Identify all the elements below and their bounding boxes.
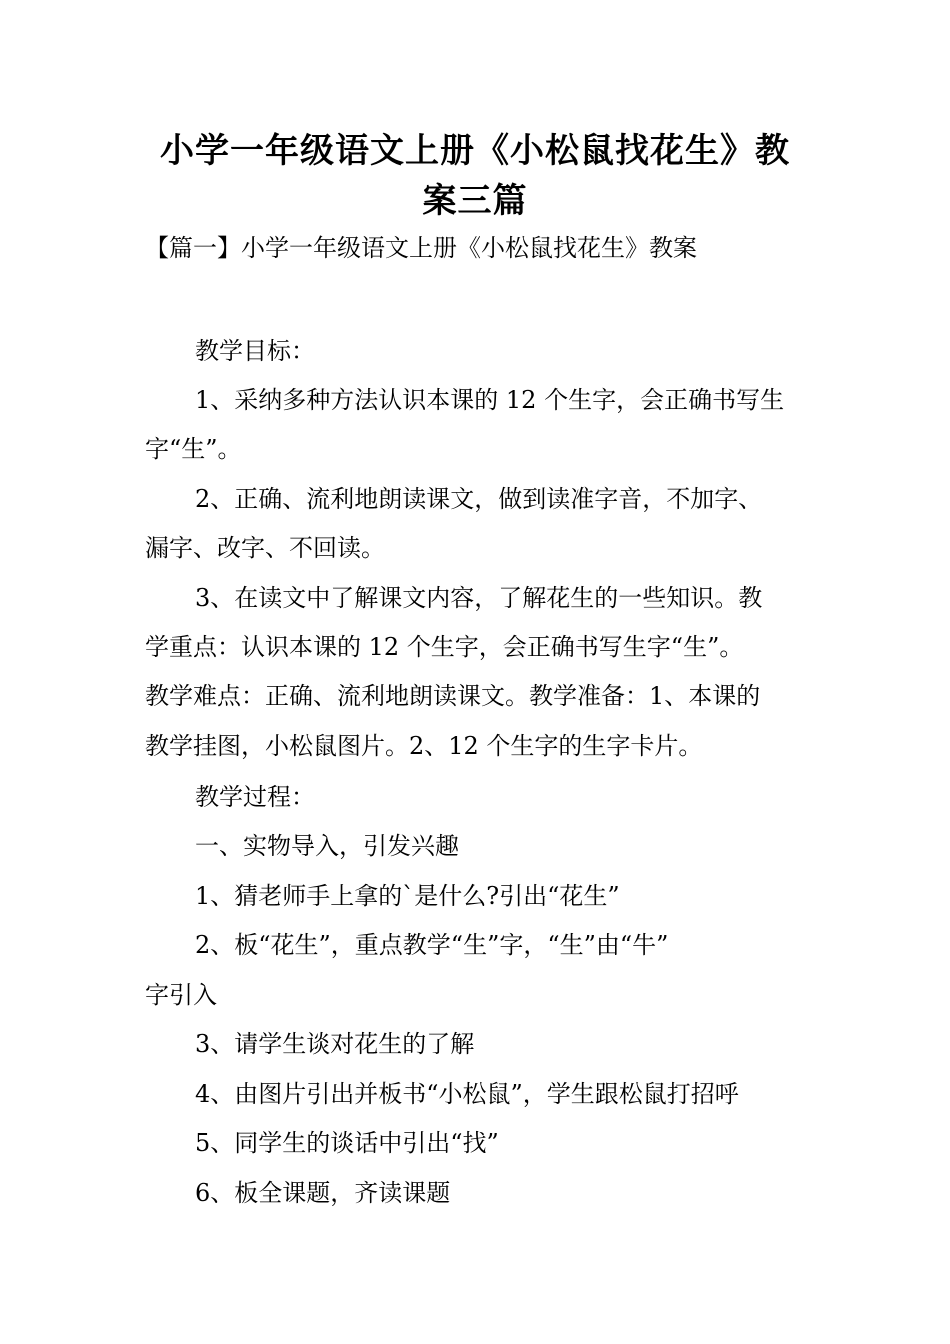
paragraph-line: 教学挂图，小松鼠图片。2、12 个生字的生字卡片。 — [145, 732, 703, 760]
paragraph-line: 字引入 — [145, 981, 217, 1009]
paragraph-line: 1、猜老师手上拿的`是什么?引出“花生” — [195, 882, 620, 910]
paragraph-line: 2、正确、流利地朗读课文，做到读准字音，不加字、 — [195, 485, 763, 513]
paragraph-line: 学重点：认识本课的 12 个生字，会正确书写生字“生”。 — [145, 633, 744, 661]
paragraph-line: 3、请学生谈对花生的了解 — [195, 1030, 475, 1058]
document-title-line-2: 案三篇 — [422, 181, 528, 221]
paragraph-line: 一、实物导入，引发兴趣 — [195, 832, 459, 860]
paragraph-line: 4、由图片引出并板书“小松鼠”，学生跟松鼠打招呼 — [195, 1080, 739, 1108]
paragraph-line: 6、板全课题，齐读课题 — [195, 1179, 451, 1207]
paragraph-line: 教学过程： — [195, 783, 315, 811]
paragraph-line: 字“生”。 — [145, 435, 242, 463]
section-heading: 【篇一】小学一年级语文上册《小松鼠找花生》教案 — [145, 234, 697, 262]
paragraph-line: 2、板“花生”，重点教学“生”字，“生”由“牛” — [195, 931, 669, 959]
paragraph-line: 5、同学生的谈话中引出“找” — [195, 1129, 499, 1157]
paragraph-line: 1、采纳多种方法认识本课的 12 个生字，会正确书写生 — [195, 386, 785, 414]
paragraph-line: 漏字、改字、不回读。 — [145, 534, 385, 562]
paragraph-line: 3、在读文中了解课文内容，了解花生的一些知识。教 — [195, 584, 763, 612]
paragraph-line: 教学难点：正确、流利地朗读课文。教学准备：1、本课的 — [145, 682, 761, 710]
paragraph-line: 教学目标： — [195, 337, 315, 365]
document-title-line-1: 小学一年级语文上册《小松鼠找花生》教 — [160, 131, 790, 171]
